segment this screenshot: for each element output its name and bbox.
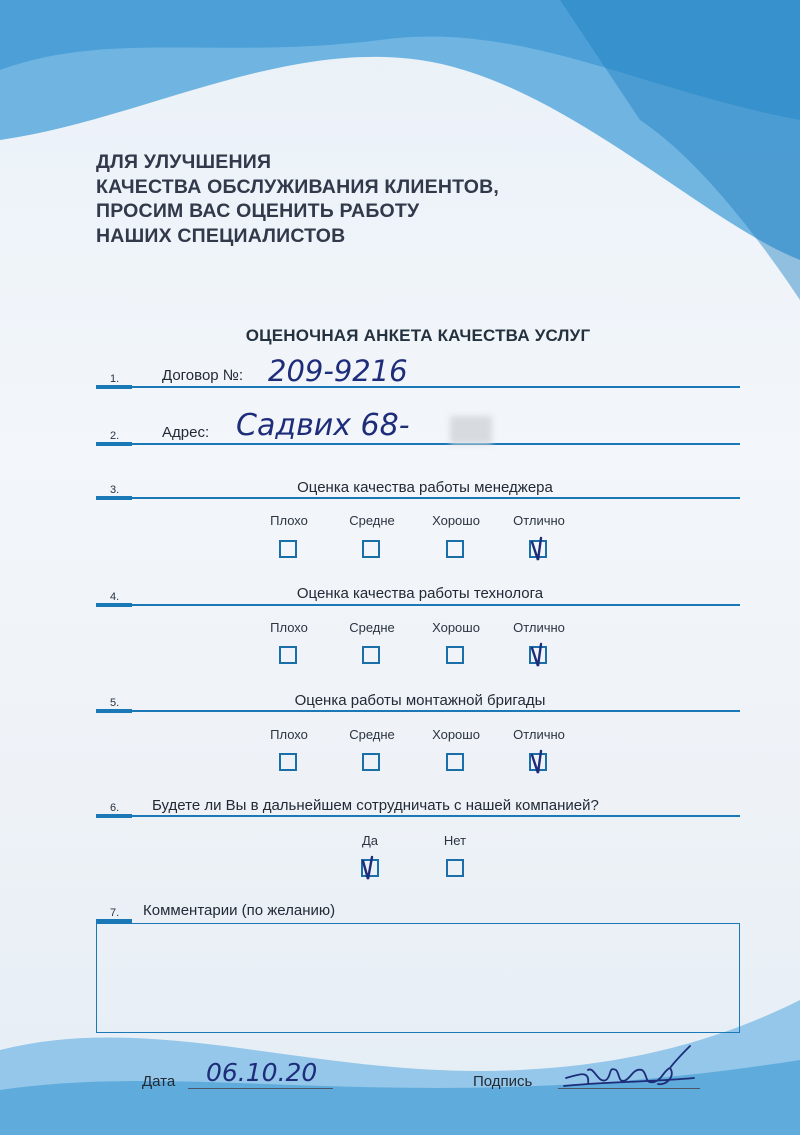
check-mark-icon [527,642,553,670]
option-label: Да [361,833,379,848]
address-line [132,443,740,445]
option-label: Плохо [270,620,308,635]
option-label: Плохо [270,727,308,742]
checkbox-cooperation-yes[interactable] [361,859,379,877]
checkbox-technologist-excellent[interactable] [529,646,547,664]
checkbox-technologist-good[interactable] [446,646,464,664]
option-label: Отлично [513,513,565,528]
option-label: Нет [443,833,467,848]
option-label: Плохо [270,513,308,528]
checkbox-technologist-bad[interactable] [279,646,297,664]
heading-line: ДЛЯ УЛУЧШЕНИЯ [96,151,272,173]
option-label: Отлично [513,727,565,742]
option-label: Средне [349,620,395,635]
question-line [132,710,740,712]
heading-line: ПРОСИМ ВАС ОЦЕНИТЬ РАБОТУ [96,200,420,222]
heading-line: НАШИХ СПЕЦИАЛИСТОВ [96,224,346,247]
item-number: 4. [110,591,120,603]
item-number: 2. [110,430,120,442]
checkbox-cooperation-no[interactable] [446,859,464,877]
number-underline [96,385,132,389]
number-underline [96,709,132,713]
item-number: 5. [110,697,120,709]
redacted-area [450,416,492,444]
intro-heading [96,150,499,248]
option-label: Средне [349,727,395,742]
option-label: Отлично [513,620,565,635]
form-title: ОЦЕНОЧНАЯ АНКЕТА КАЧЕСТВА УСЛУГ [245,326,591,345]
check-mark-icon [359,855,385,883]
checkbox-installation-excellent[interactable] [529,753,547,771]
check-mark-icon [527,536,553,564]
address-label: Адрес: [162,424,210,441]
date-field[interactable]: 06.10.20 [206,1058,318,1087]
question-title-installation: Оценка работы монтажной бригады [294,692,546,709]
address-field[interactable]: Садвих 68- [236,408,410,443]
checkbox-manager-average[interactable] [362,540,380,558]
contract-number-field[interactable]: 209-9216 [268,354,408,388]
question-line [132,604,740,606]
comments-field[interactable] [96,923,740,1033]
item-number: 1. [110,373,120,385]
number-underline [96,442,132,446]
number-underline [96,814,132,818]
date-line [188,1088,333,1089]
checkbox-manager-excellent[interactable] [529,540,547,558]
number-underline [96,496,132,500]
checkbox-installation-good[interactable] [446,753,464,771]
signature-scribble[interactable] [560,1040,700,1096]
signature-label: Подпись [473,1073,533,1090]
item-number: 3. [110,484,120,496]
number-underline [96,603,132,607]
checkbox-technologist-average[interactable] [362,646,380,664]
contract-line [132,386,740,388]
comments-label: Комментарии (по желанию) [143,902,336,919]
cooperation-question: Будете ли Вы в дальнейшем сотрудничать с нашей компанией? [152,797,599,814]
option-label: Хорошо [432,727,480,742]
contract-label: Договор №: [162,367,244,384]
checkbox-installation-bad[interactable] [279,753,297,771]
item-number: 6. [110,802,120,814]
question-line [132,815,740,817]
question-title-technologist: Оценка качества работы технолога [296,585,544,602]
option-label: Хорошо [432,620,480,635]
item-number: 7. [110,907,120,919]
option-label: Средне [349,513,395,528]
checkbox-installation-average[interactable] [362,753,380,771]
checkbox-manager-good[interactable] [446,540,464,558]
heading-line: КАЧЕСТВА ОБСЛУЖИВАНИЯ КЛИЕНТОВ, [96,175,500,198]
question-title-manager: Оценка качества работы менеджера [297,479,553,496]
checkbox-manager-bad[interactable] [279,540,297,558]
check-mark-icon [527,749,553,777]
question-line [132,497,740,499]
date-label: Дата [142,1073,176,1090]
option-label: Хорошо [432,513,480,528]
